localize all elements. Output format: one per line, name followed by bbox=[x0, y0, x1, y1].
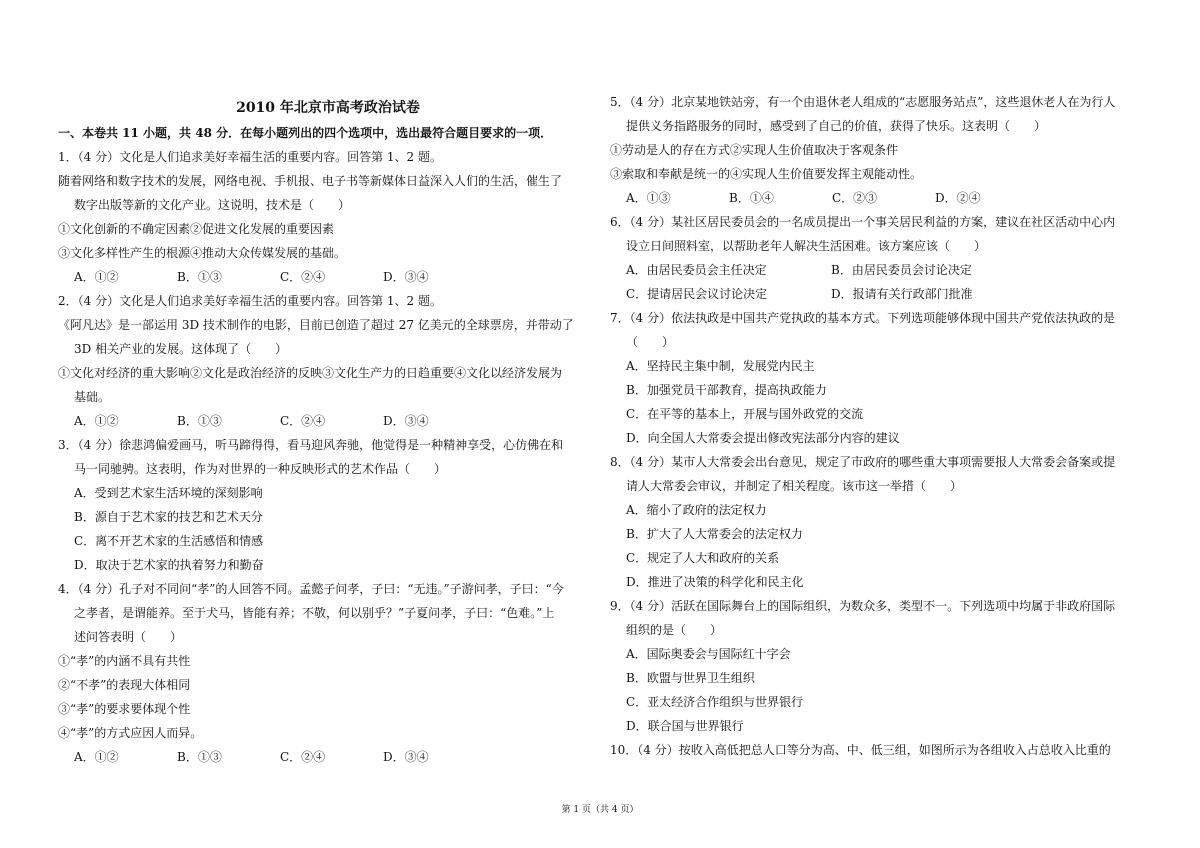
option: C．②④ bbox=[280, 414, 326, 428]
option: A．由居民委员会主任决定 bbox=[626, 263, 767, 277]
option: A．①③ bbox=[626, 191, 671, 205]
option: A．国际奥委会与国际红十字会 bbox=[626, 647, 791, 661]
option: B．扩大了人大常委会的法定权力 bbox=[626, 527, 803, 541]
option: B．欧盟与世界卫生组织 bbox=[626, 671, 755, 685]
page-footer: 第 1 页（共 4 页） bbox=[561, 805, 639, 815]
question-1-stem: 1．（4 分）文化是人们追求美好幸福生活的重要内容。回答第 1、2 题。 bbox=[58, 150, 442, 164]
option: C．②④ bbox=[280, 750, 326, 764]
question-9-stem: 9．（4 分）活跃在国际舞台上的国际组织，为数众多，类型不一。下列选项中均属于非政府国际 bbox=[610, 599, 1116, 613]
option: A．①② bbox=[74, 270, 119, 284]
option: D．②④ bbox=[935, 191, 981, 205]
question-9-text: 组织的是（ ） bbox=[626, 623, 723, 637]
question-6-options bbox=[626, 262, 1036, 278]
question-2-stem: 2．（4 分）文化是人们追求美好幸福生活的重要内容。回答第 1、2 题。 bbox=[58, 294, 442, 308]
question-2-text: 《阿凡达》是一部运用 3D 技术制作的电影，目前已创造了超过 27 亿美元的全球票房，并带动了 bbox=[58, 318, 574, 332]
option: D．推进了决策的科学化和民主化 bbox=[626, 575, 804, 589]
option: B．加强党员干部教育，提高执政能力 bbox=[626, 383, 827, 397]
question-7-text: （ ） bbox=[626, 335, 675, 349]
option: C．在平等的基本上，开展与国外政党的交流 bbox=[626, 407, 864, 421]
question-1-statements: ①文化创新的不确定因素②促进文化发展的重要因素 bbox=[58, 222, 335, 236]
page-title: 2010 年北京市高考政治试卷 bbox=[236, 100, 420, 116]
option: B．源自于艺术家的技艺和艺术天分 bbox=[74, 510, 263, 524]
question-4-text: 述问答表明（ ） bbox=[74, 630, 183, 644]
question-7-stem: 7．（4 分）依法执政是中国共产党执政的基本方式。下列选项能够体现中国共产党依法执政的是 bbox=[610, 311, 1116, 325]
question-2-statements: ①文化对经济的重大影响②文化是政治经济的反映③文化生产力的日趋重要④文化以经济发展为 bbox=[58, 366, 563, 380]
section-heading: 一、本卷共 11 小题，共 48 分．在每小题列出的四个选项中，选出最符合题目要求的一项． bbox=[58, 126, 553, 140]
option: C．②④ bbox=[280, 270, 326, 284]
question-5-options bbox=[626, 190, 1038, 206]
question-4-options bbox=[74, 749, 486, 765]
option: A．受到艺术家生活环境的深刻影响 bbox=[74, 486, 263, 500]
option: D．联合国与世界银行 bbox=[626, 719, 744, 733]
question-4-statement: ①“孝”的内涵不具有共性 bbox=[58, 654, 191, 668]
question-6-options bbox=[626, 286, 1036, 302]
option: B．①③ bbox=[177, 270, 222, 284]
option: C．②③ bbox=[832, 191, 878, 205]
question-2-statements: 基础。 bbox=[74, 390, 111, 404]
question-1-text: 随着网络和数字技术的发展，网络电视、手机报、电子书等新媒体日益深入人们的生活，催生了 bbox=[58, 174, 563, 188]
option: D．报请有关行政部门批准 bbox=[831, 287, 973, 301]
option: D．向全国人大常委会提出修改宪法部分内容的建议 bbox=[626, 431, 900, 445]
option: D．③④ bbox=[383, 750, 429, 764]
option: A．坚持民主集中制，发展党内民主 bbox=[626, 359, 815, 373]
option: C．提请居民会议讨论决定 bbox=[626, 287, 768, 301]
question-1-options bbox=[74, 269, 486, 285]
option: B．由居民委员会讨论决定 bbox=[831, 263, 972, 277]
option: D．③④ bbox=[383, 270, 429, 284]
question-4-statement: ④“孝”的方式应因人而异。 bbox=[58, 726, 203, 740]
question-10-stem: 10．（4 分）按收入高低把总人口等分为高、中、低三组，如图所示为各组收入占总收入比重的 bbox=[610, 743, 1111, 757]
question-5-statements: ①劳动是人的存在方式②实现人生价值取决于客观条件 bbox=[610, 143, 899, 157]
question-1-text: 数字出版等新的文化产业。这说明，技术是（ ） bbox=[74, 198, 351, 212]
option: C．规定了人大和政府的关系 bbox=[626, 551, 780, 565]
question-2-options bbox=[74, 413, 486, 429]
question-5-stem: 5．（4 分）北京某地铁站旁，有一个由退休老人组成的“志愿服务站点”，这些退休老人在为行人 bbox=[610, 95, 1116, 109]
question-8-stem: 8．（4 分）某市人大常委会出台意见，规定了市政府的哪些重大事项需要报人大常委会备案或提 bbox=[610, 455, 1116, 469]
option: D．取决于艺术家的执着努力和勤奋 bbox=[74, 558, 264, 572]
question-3-stem: 3．（4 分）徐悲鸿偏爱画马，听马蹄得得，看马迎风奔驰，他觉得是一种精神享受，心仿佛在和 bbox=[58, 438, 564, 452]
option: C．离不开艺术家的生活感悟和情感 bbox=[74, 534, 264, 548]
question-1-statements: ③文化多样性产生的根源④推动大众传媒发展的基础。 bbox=[58, 246, 347, 260]
question-8-text: 请人大常委会审议，并制定了相关程度。该市这一举措（ ） bbox=[626, 479, 963, 493]
question-4-statement: ②“不孝”的表现大体相同 bbox=[58, 678, 191, 692]
option: C．亚太经济合作组织与世界银行 bbox=[626, 695, 804, 709]
option: A．①② bbox=[74, 750, 119, 764]
option: B．①④ bbox=[729, 191, 774, 205]
question-4-text: 之孝者，是谓能养。至于犬马，皆能有养；不敬，何以别乎？”子夏问孝，子曰：“色难。”上 bbox=[74, 606, 555, 620]
option: B．①③ bbox=[177, 750, 222, 764]
question-4-statement: ③“孝”的要求要体现个性 bbox=[58, 702, 191, 716]
question-5-text: 提供义务指路服务的同时，感受到了自己的价值，获得了快乐。这表明（ ） bbox=[626, 119, 1047, 133]
question-4-stem: 4．（4 分）孔子对不同问“孝”的人回答不同。孟懿子问孝，子曰：“无违。”子游问孝，子曰：“今 bbox=[58, 582, 564, 596]
question-6-text: 设立日间照料室，以帮助老年人解决生活困难。该方案应该（ ） bbox=[626, 239, 987, 253]
option: A．①② bbox=[74, 414, 119, 428]
question-5-statements: ③索取和奉献是统一的④实现人生价值要发挥主观能动性。 bbox=[610, 167, 923, 181]
option: A．缩小了政府的法定权力 bbox=[626, 503, 767, 517]
option: D．③④ bbox=[383, 414, 429, 428]
question-3-text: 马一同驰骋。这表明，作为对世界的一种反映形式的艺术作品（ ） bbox=[74, 462, 447, 476]
option: B．①③ bbox=[177, 414, 222, 428]
question-2-text: 3D 相关产业的发展。这体现了（ ） bbox=[74, 342, 288, 356]
question-6-stem: 6．（4 分）某社区居民委员会的一名成员提出一个事关居民利益的方案，建议在社区活动中心内 bbox=[610, 215, 1116, 229]
